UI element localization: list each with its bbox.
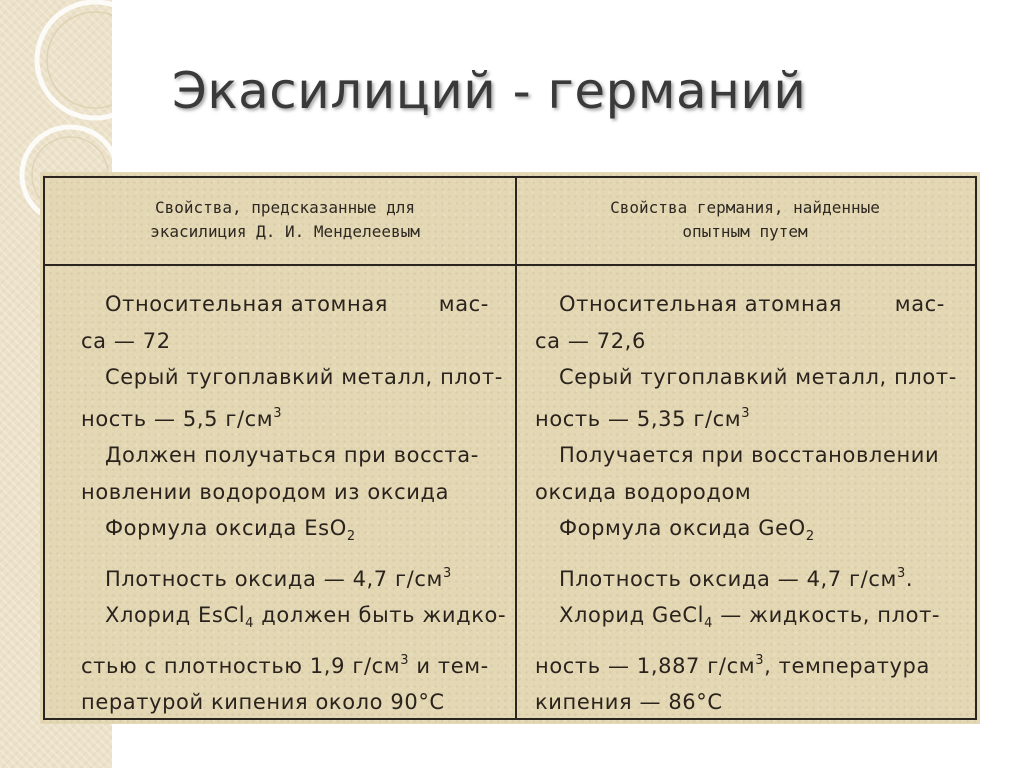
chloride-line: Хлорид GeCl$_4$ — жидкость, плот- bbox=[559, 603, 941, 631]
oxide-density: Плотность оксида — 4,7 $г/см^3$ bbox=[105, 565, 452, 591]
atomic-mass-value: са — 72,6 bbox=[535, 328, 646, 353]
header-experimental bbox=[555, 196, 935, 256]
chloride-density: ность — 1,887 $г/см^3$, температура bbox=[535, 652, 930, 678]
obtain-line: Должен получаться при восста- bbox=[105, 443, 479, 467]
metal-line: Серый тугоплавкий металл, плот- bbox=[105, 365, 503, 389]
header-experimental-line: опытным путем bbox=[682, 222, 808, 241]
density-value: ность — 5,5 $г/см^3$ bbox=[81, 405, 283, 431]
column-divider bbox=[515, 178, 517, 718]
atomic-mass-line: Относительная атомная мас- bbox=[105, 292, 489, 316]
oxide-density: Плотность оксида — 4,7 $г/см^3$. bbox=[559, 565, 914, 591]
header-predicted-line: экасилиция Д. И. Менделеевым bbox=[150, 222, 420, 241]
predicted-properties bbox=[81, 286, 507, 721]
atomic-mass-value: са — 72 bbox=[81, 328, 171, 353]
header-experimental-line: Свойства германия, найденные bbox=[610, 198, 880, 217]
experimental-properties bbox=[535, 286, 957, 721]
metal-line: Серый тугоплавкий металл, плот- bbox=[559, 365, 957, 389]
density-value: ность — 5,35 $г/см^3$ bbox=[535, 405, 751, 431]
chloride-boiling: пературой кипения около 90°C bbox=[81, 690, 445, 714]
comparison-table bbox=[43, 176, 977, 720]
slide-title: Экасилиций - германий bbox=[172, 62, 807, 120]
obtain-line-2: оксида водородом bbox=[535, 479, 752, 504]
atomic-mass-line: Относительная атомная мас- bbox=[559, 292, 945, 316]
oxide-formula: Формула оксида GeO$_2$ bbox=[559, 516, 815, 544]
obtain-line-2: новлении водородом из оксида bbox=[81, 479, 450, 504]
header-predicted-line: Свойства, предсказанные для bbox=[154, 198, 416, 217]
oxide-formula: Формула оксида EsO$_2$ bbox=[105, 516, 356, 544]
chloride-density: стью с плотностью 1,9 $г/см^3$ и тем- bbox=[81, 652, 489, 678]
header-divider bbox=[45, 264, 975, 266]
chloride-line: Хлорид EsCl$_4$ должен быть жидко- bbox=[105, 603, 507, 631]
obtain-line: Получается при восстановлении bbox=[559, 443, 940, 467]
chloride-boiling: кипения — 86°C bbox=[535, 690, 723, 714]
header-predicted bbox=[105, 196, 465, 256]
